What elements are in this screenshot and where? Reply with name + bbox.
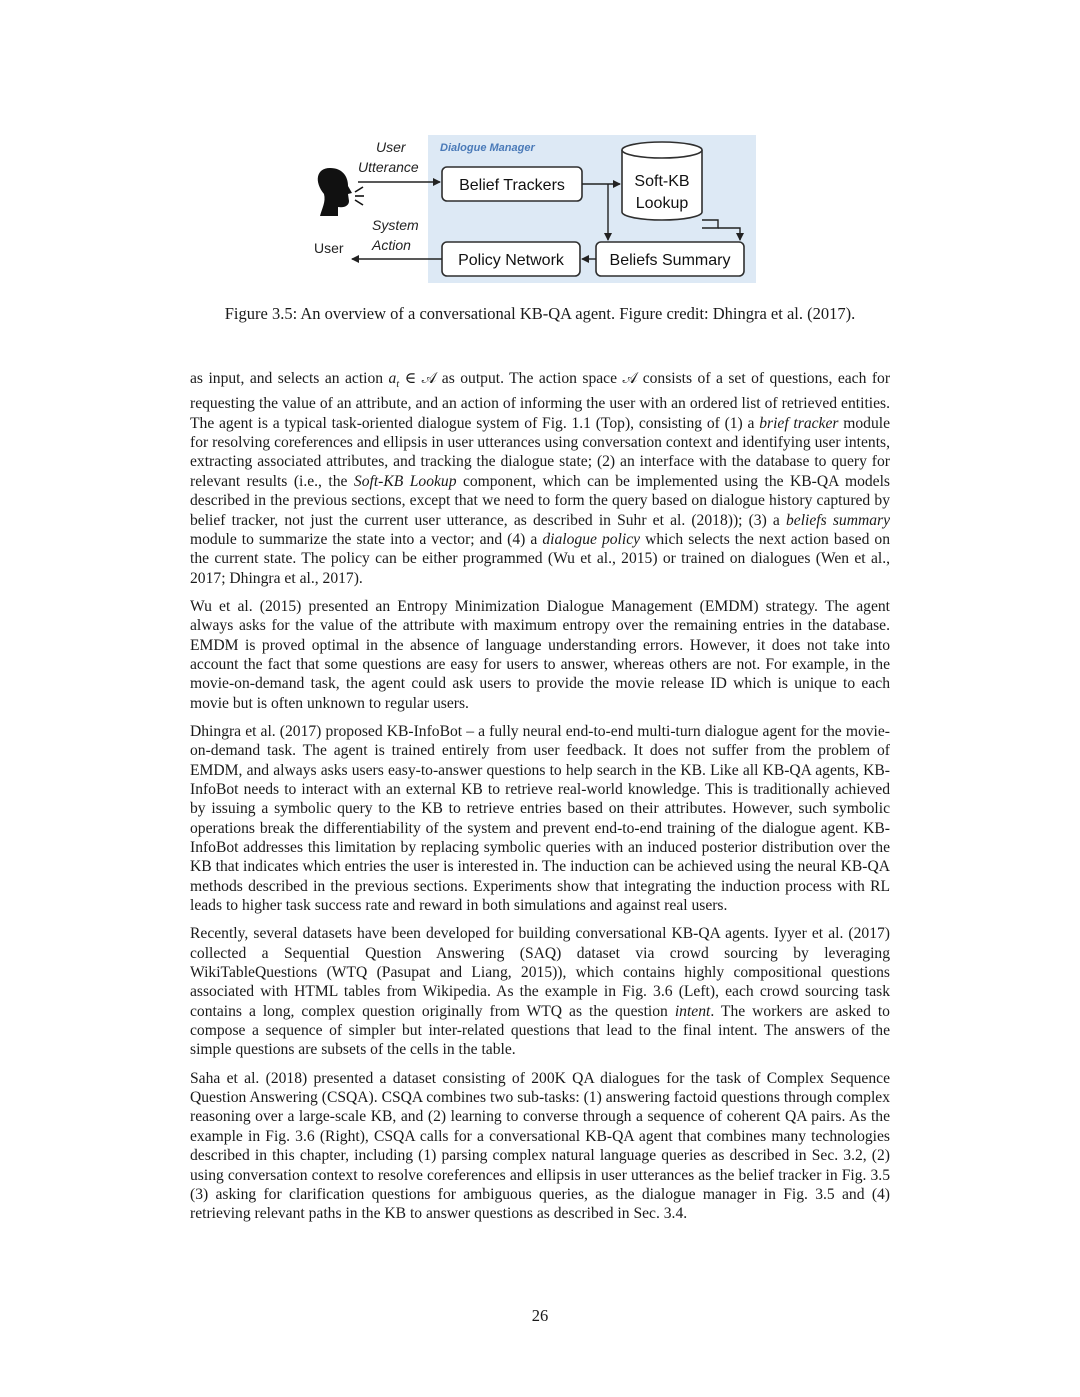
policy-network-label: Policy Network [458,252,564,269]
page-number: 26 [531,1306,549,1325]
system-action-line1: System [372,217,419,233]
paragraph-4: Recently, several datasets have been developed for building conversational KB-QA agents. Iyyer et al. (2017) collected a Sequential Question Answering (SAQ) dataset via crowd sourcing by leveraging WikiTableQuestions (WTQ (Pasupat and Liang, 2015)), which contains highly compositional questions associated with HTML tables from Wikipedia. As the example in Fig. 3.6 (Left), each crowd sourcing task contains a long, complex question originally from WTQ as the question intent. The workers are asked to compose a sequence of simpler but inter-related questions that lead to the final intent. The answers of the simple questions are subsets of the cells in the table. [190,925,890,1059]
speaking-head-icon [318,168,364,216]
body-text [190,369,890,1233]
softkb-label-line2: Lookup [635,195,689,212]
user-label: User [314,240,344,256]
paragraph-1: as input, and selects an action $a_t$ ∈ 𝒜 as output. The action space 𝒜 consists of a set of questions, each for requesting the value of an attribute, and an action of informing the user with an ordered list of retrieved entities. The agent is a typical task-oriented dialogue system of Fig. 1.1 (Top), consisting of (1) a brief tracker module for resolving coreferences and ellipsis in user utterances using conversation context and identifying user intents, extracting associated attributes, and tracking the dialogue state; (2) an interface with the database to query for relevant results (i.e., the Soft-KB Lookup component, which can be implemented using the KB-QA models described in the previous sections, except that we need to form the query based on dialogue history captured by belief tracker, not just the current user utterance, as described in Suhr et al. (2018)); (3) a beliefs summary module to summarize the state into a vector; and (4) a dialogue policy which selects the next action based on the current state. The policy can be either programmed (Wu et al., 2015) or trained on dialogues (Wen et al., 2017; Dhingra et al., 2017). [190,370,891,587]
dialogue-manager-diagram [300,130,770,290]
beliefs-summary-label: Beliefs Summary [609,252,731,269]
figure-3-5 [300,130,770,290]
belief-trackers-label: Belief Trackers [459,177,565,194]
user-utterance-line2: Utterance [358,159,419,175]
dialogue-manager-title: Dialogue Manager [440,142,535,154]
system-action-line2: Action [372,237,411,253]
figure-caption: Figure 3.5: An overview of a conversational KB-QA agent. Figure credit: Dhingra et al. (2017). [224,304,856,323]
softkb-label-line1: Soft-KB [634,173,690,190]
paragraph-3: Dhingra et al. (2017) proposed KB-InfoBot – a fully neural end-to-end multi-turn dialogue agent for the movie-on-demand task. The agent is trained entirely from user feedback. It does not suffer from the problem of EMDM, and always asks users easy-to-answer questions to help search in the KB. Like all KB-QA agents, KB-InfoBot needs to interact with an external KB to retrieve real-world knowledge. This is traditionally achieved by issuing a symbolic query to the KB to retrieve entries based on their attributes. However, such symbolic operations break the differentiability of the system and prevent end-to-end training of the dialogue agent. KB-InfoBot addresses this limitation by replacing symbolic queries with an induced posterior distribution over the KB that indicates which entries the user is interested in. The induction can be achieved using the neural KB-QA methods described in the previous sections. Experiments show that integrating the induction process with RL leads to higher task success rate and reward in both simulations and against real users. [190,722,890,915]
user-utterance-line1: User [376,139,406,155]
paragraph-5: Saha et al. (2018) presented a dataset consisting of 200K QA dialogues for the task of Complex Sequence Question Answering (CSQA). CSQA combines two sub-tasks: (1) answering factoid questions through complex reasoning over a large-scale KB, and (2) learning to converse through a sequence of coherent QA pairs. As the example in Fig. 3.6 (Right), CSQA calls for a conversational KB-QA agent that combines many technologies described in this chapter, including (1) parsing complex natural language queries as described in Sec. 3.2, (2) using conversation context to resolve coreferences and ellipsis in user utterances as the belief tracker in Fig. 3.5 (3) asking for clarification questions for ambiguous queries, as the dialogue manager in Fig. 3.5 and (4) retrieving relevant paths in the KB to answer questions as described in Sec. 3.4. [190,1069,890,1223]
paragraph-2: Wu et al. (2015) presented an Entropy Minimization Dialogue Management (EMDM) strategy. The agent always asks for the value of the attribute with maximum entropy over the remaining entries in the database. EMDM is proved optimal in the absence of language understanding errors. However, it does not take into account the fact that some questions are easy for users to answer, whereas others are not. For example, in the movie-on-demand task, the agent could ask users to provide the movie release ID which is unique to each movie but is often unknown to regular users. [190,597,890,712]
